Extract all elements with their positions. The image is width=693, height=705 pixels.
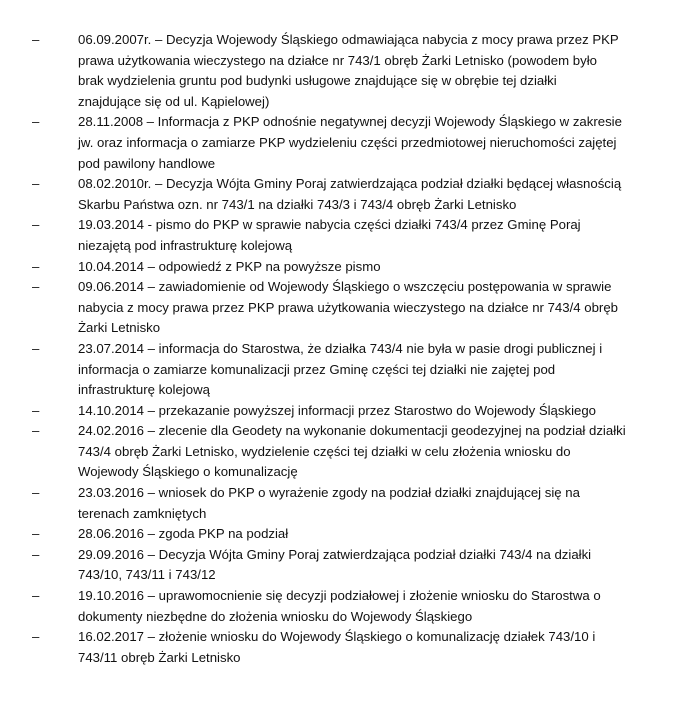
list-item	[0, 257, 693, 278]
list-item	[0, 586, 693, 627]
bullet-dash: –	[32, 217, 40, 233]
bullet-dash: –	[32, 340, 40, 356]
list-item-text: 28.06.2016 – zgoda PKP na podział	[78, 526, 289, 542]
bullet-dash: –	[32, 176, 40, 192]
list-item	[0, 112, 693, 174]
list-item-text: 19.03.2014 - pismo do PKP w sprawie nabycia części działki 743/4 przez Gminę Poraj niezajętą pod infrastrukturę kolejową	[78, 217, 581, 253]
list-item	[0, 215, 693, 256]
bullet-dash: –	[32, 423, 40, 439]
bullet-dash: –	[32, 485, 40, 501]
list-item-text: 23.07.2014 – informacja do Starostwa, że działka 743/4 nie była w pasie drogi publicznej i informacja o zamiarze komunalizacji przez Gminę części tej działki nie zajętej pod infrastrukturę kolejową	[78, 340, 603, 398]
list-item	[0, 483, 693, 524]
bullet-dash: –	[32, 629, 40, 645]
bullet-dash: –	[32, 258, 40, 274]
bullet-dash: –	[32, 402, 40, 418]
list-item	[0, 174, 693, 215]
list-item	[0, 401, 693, 422]
list-item-text: 29.09.2016 – Decyzja Wójta Gminy Poraj zatwierdzająca podział działki 743/4 na działki 743/10, 743/11 i 743/12	[78, 546, 592, 583]
list-item-text: 19.10.2016 – uprawomocnienie się decyzji podziałowej i złożenie wniosku do Starostwa o dokumenty niezbędne do złożenia wniosku do Wojewody Śląskiego	[78, 588, 601, 624]
list-item-text: 10.04.2014 – odpowiedź z PKP na powyższe pismo	[78, 258, 381, 274]
bullet-dash: –	[32, 526, 40, 542]
list-item-text: 23.03.2016 – wniosek do PKP o wyrażenie zgody na podział działki znajdującej się na terenach zamkniętych	[78, 485, 580, 521]
list-item	[0, 30, 693, 112]
bullet-dash: –	[32, 114, 40, 130]
bullet-dash: –	[32, 32, 40, 47]
list-item	[0, 627, 693, 668]
bullet-dash: –	[32, 279, 40, 295]
bullet-dash: –	[32, 588, 40, 604]
list-item-text: 08.02.2010r. – Decyzja Wójta Gminy Poraj zatwierdzająca podział działki będącej własnością Skarbu Państwa ozn. nr 743/1 na działki 743/3 i 743/4 obręb Żarki Letnisko	[78, 176, 622, 212]
chronology-list	[0, 30, 693, 668]
list-item	[0, 545, 693, 586]
list-item	[0, 421, 693, 483]
list-item-text: 09.06.2014 – zawiadomienie od Wojewody Śląskiego o wszczęciu postępowania w sprawie nabycia z mocy prawa przez PKP prawa użytkowania wieczystego na działce nr 743/4 obręb Żarki Letnisko	[78, 279, 618, 336]
list-item	[0, 277, 693, 339]
bullet-dash: –	[32, 546, 40, 562]
list-item-text: 28.11.2008 – Informacja z PKP odnośnie negatywnej decyzji Wojewody Śląskiego w zakresie jw. oraz informacja o zamiarze PKP wydzieleniu części przedmiotowej nieruchomości zajętej pod pawilony handlowe	[78, 114, 622, 171]
list-item-text: 24.02.2016 – zlecenie dla Geodety na wykonanie dokumentacji geodezyjnej na podział działki 743/4 obręb Żarki Letnisko, wydzielenie części tej działki w celu złożenia wniosku do Wojewody Śląskiego o komunalizację	[78, 423, 626, 480]
list-item-text: 14.10.2014 – przekazanie powyższej informacji przez Starostwo do Wojewody Śląskiego	[78, 402, 597, 418]
list-item	[0, 524, 693, 545]
list-item-text: 06.09.2007r. – Decyzja Wojewody Śląskiego odmawiająca nabycia z mocy prawa przez PKP prawa użytkowania wieczystego na działce nr 743/1 obręb Żarki Letnisko (powodem było brak wydzielenia gruntu pod budynki usługowe znajdujące się w obrębie tej działki znajdujące się od ul. Kąpielowej)	[78, 32, 619, 109]
list-item	[0, 339, 693, 401]
list-item-text: 16.02.2017 – złożenie wniosku do Wojewody Śląskiego o komunalizację działek 743/10 i 743/11 obręb Żarki Letnisko	[78, 629, 596, 665]
